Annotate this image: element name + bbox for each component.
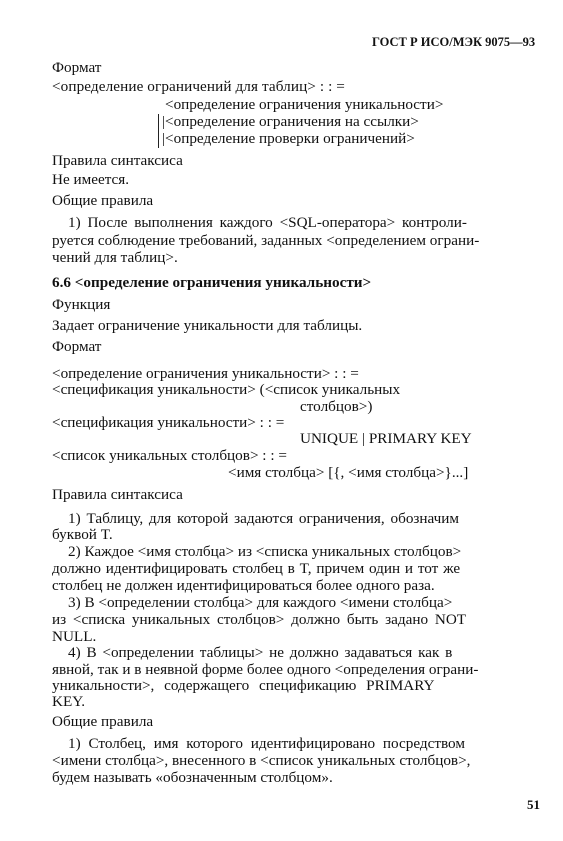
grammar-line: столбцов>) bbox=[300, 398, 373, 415]
grammar-line: <определение ограничения уникальности> bbox=[165, 96, 444, 113]
body-text: уникальности>, содержащего спецификацию PRIMARY bbox=[52, 677, 435, 694]
body-text: KEY. bbox=[52, 693, 86, 710]
body-text: <имени столбца>, внесенного в <список уникальных столбцов>, bbox=[52, 752, 471, 769]
grammar-line: <определение ограничения уникальности> : : = bbox=[52, 365, 359, 382]
grammar-line: <определение ограничений для таблиц> : : = bbox=[52, 78, 345, 95]
page-number: 51 bbox=[527, 797, 540, 812]
section-heading-general: Общие правила bbox=[52, 713, 154, 730]
body-text: 2) Каждое <имя столбца> из <списка уникальных столбцов> bbox=[68, 543, 462, 560]
body-text: буквой T. bbox=[52, 526, 113, 543]
grammar-line: <спецификация уникальности> : : = bbox=[52, 414, 285, 431]
grammar-line: |<определение ограничения на ссылки> bbox=[162, 113, 419, 130]
body-text: Задает ограничение уникальности для таблицы. bbox=[52, 317, 363, 334]
section-heading-general: Общие правила bbox=[52, 192, 154, 209]
body-text: NULL. bbox=[52, 628, 97, 645]
body-text: столбец не должен идентифицироваться более одного раза. bbox=[52, 577, 435, 594]
grammar-line: <спецификация уникальности> (<список уникальных bbox=[52, 381, 401, 398]
body-text: 1) Столбец, имя которого идентифицировано посредством bbox=[68, 735, 465, 752]
grammar-line: |<определение проверки ограничений> bbox=[162, 130, 415, 147]
body-text: 4) В <определении таблицы> не должно задаваться как в bbox=[68, 644, 453, 661]
body-text: должно идентифицировать столбец в T, причем один и тот же bbox=[52, 560, 461, 577]
body-text: 1) После выполнения каждого <SQL-оператора> контроли- bbox=[68, 214, 467, 231]
grammar-line: UNIQUE | PRIMARY KEY bbox=[300, 430, 472, 447]
subsection-title: 6.6 <определение ограничения уникальности> bbox=[52, 274, 372, 291]
grammar-line: <имя столбца> [{, <имя столбца>}...] bbox=[228, 464, 469, 481]
page-header: ГОСТ Р ИСО/МЭК 9075—93 bbox=[372, 35, 536, 49]
body-text: руется соблюдение требований, заданных <определением ограни- bbox=[52, 232, 480, 249]
body-text: Не имеется. bbox=[52, 171, 130, 188]
section-heading-syntax: Правила синтаксиса bbox=[52, 486, 183, 503]
body-text: из <списка уникальных столбцов> должно быть задано NOT bbox=[52, 611, 467, 628]
body-text: 1) Таблицу, для которой задаются ограничения, обозначим bbox=[68, 510, 460, 527]
body-text: 3) В <определении столбца> для каждого <имени столбца> bbox=[68, 594, 453, 611]
grammar-line: <список уникальных столбцов> : : = bbox=[52, 447, 287, 464]
body-text: явной, так и в неявной форме более одного <определения ограни- bbox=[52, 661, 479, 678]
grammar-alternative-bar bbox=[158, 114, 159, 148]
body-text: чений для таблиц>. bbox=[52, 249, 178, 266]
section-heading-function: Функция bbox=[52, 296, 111, 313]
section-heading-syntax: Правила синтаксиса bbox=[52, 152, 183, 169]
section-heading-format: Формат bbox=[52, 338, 102, 355]
section-heading-format: Формат bbox=[52, 59, 102, 76]
body-text: будем называть «обозначенным столбцом». bbox=[52, 769, 333, 786]
